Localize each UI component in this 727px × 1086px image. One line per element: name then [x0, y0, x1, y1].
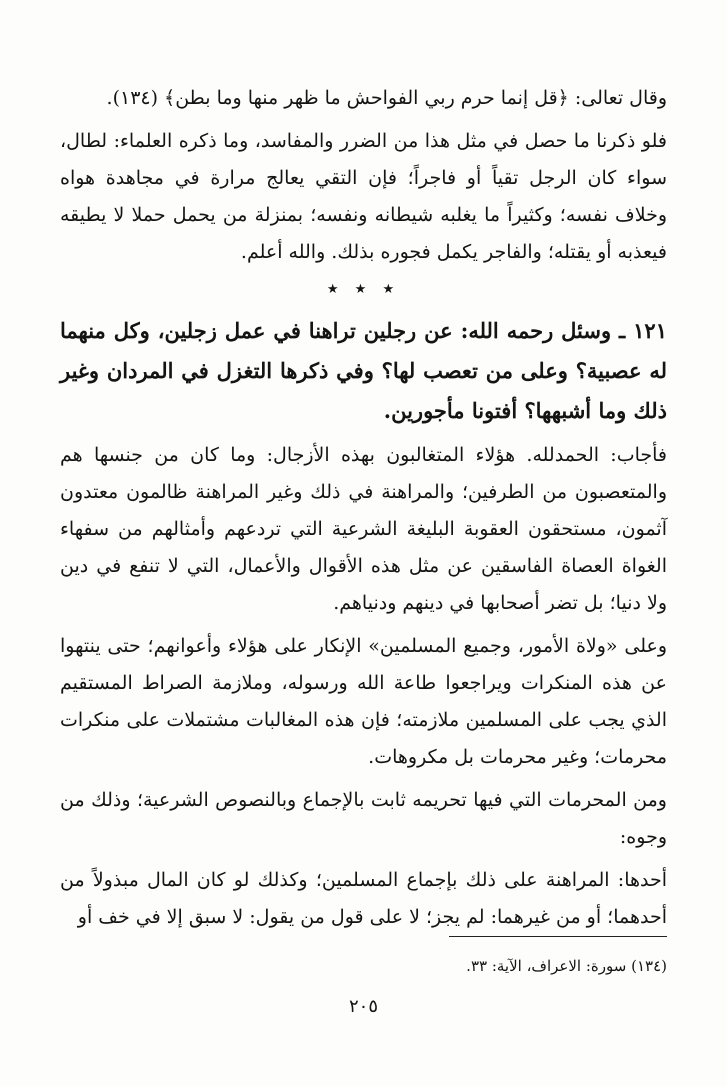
page-body [60, 80, 667, 936]
footnote-divider [449, 936, 667, 937]
paragraph-first-aspect: أحدها: المراهنة على ذلك بإجماع المسلمين؛ وكذلك لو كان المال مبذولاً من أحدهما؛ أو من غيرهما: لم يجز؛ لا على قول من يقول: لا سبق إلا في خف أو [60, 869, 667, 928]
footnote: (١٣٤) سورة: الاعراف، الآية: ٣٣. [466, 957, 667, 975]
page-number: ٢٠٥ [348, 996, 378, 1017]
paragraph-quran-verse: وقال تعالى: ﴿قل إنما حرم ربي الفواحش ما ظهر منها وما بطن﴾ (١٣٤). [106, 87, 667, 109]
paragraph-prohibitions: ومن المحرمات التي فيها تحريمه ثابت بالإجماع وبالنصوص الشرعية؛ وذلك من وجوه: [60, 789, 667, 848]
paragraph-commentary: فلو ذكرنا ما حصل في مثل هذا من الضرر والمفاسد، وما ذكره العلماء: لطال، سواء كان الرجل تقياً أو فاجراً؛ فإن التقي يعالج مرارة في مجاهدة هواه وخلاف نفسه؛ وكثيراً ما يغلبه شيطانه ونفسه؛ بمنزلة من يحمل حملا لا يطيقه فيعذبه أو يقتله؛ والفاجر يكمل فجوره بذلك. والله أعلم. [60, 130, 667, 263]
question-heading: ١٢١ ـ وسئل رحمه الله: عن رجلين تراهنا في عمل زجلين، وكل منهما له عصبية؟ وعلى من تعصب لها؟ وفي ذكرها التغزل في المردان وغير ذلك وما أشبهها؟ أفتونا مأجورين. [60, 318, 667, 423]
paragraph-answer: فأجاب: الحمدلله. هؤلاء المتغالبون بهذه الأزجال: وما كان من جنسها هم والمتعصبون من الطرفين؛ والمراهنة في ذلك وغير المراهنة ظالمون معتدون آثمون، مستحقون العقوبة البليغة الشرعية التي تردعهم وأمثالهم من سفهاء الغواة العصاة الفاسقين عن مثل هذه الأقوال والأعمال، التي لا تنفع في دين ولا دنيا؛ بل تضر أصحابها في دينهم ودنياهم. [60, 444, 667, 614]
section-divider-stars: ★ ★ ★ [326, 282, 401, 297]
paragraph-rulers: وعلى «ولاة الأمور، وجميع المسلمين» الإنكار على هؤلاء وأعوانهم؛ حتى ينتهوا عن هذه المنكرات ويراجعوا طاعة الله ورسوله، وملازمة الصراط المستقيم الذي يجب على المسلمين ملازمته؛ فإن هذه المغالبات مشتملات على منكرات محرمات؛ وغير محرمات بل مكروهات. [60, 635, 667, 768]
